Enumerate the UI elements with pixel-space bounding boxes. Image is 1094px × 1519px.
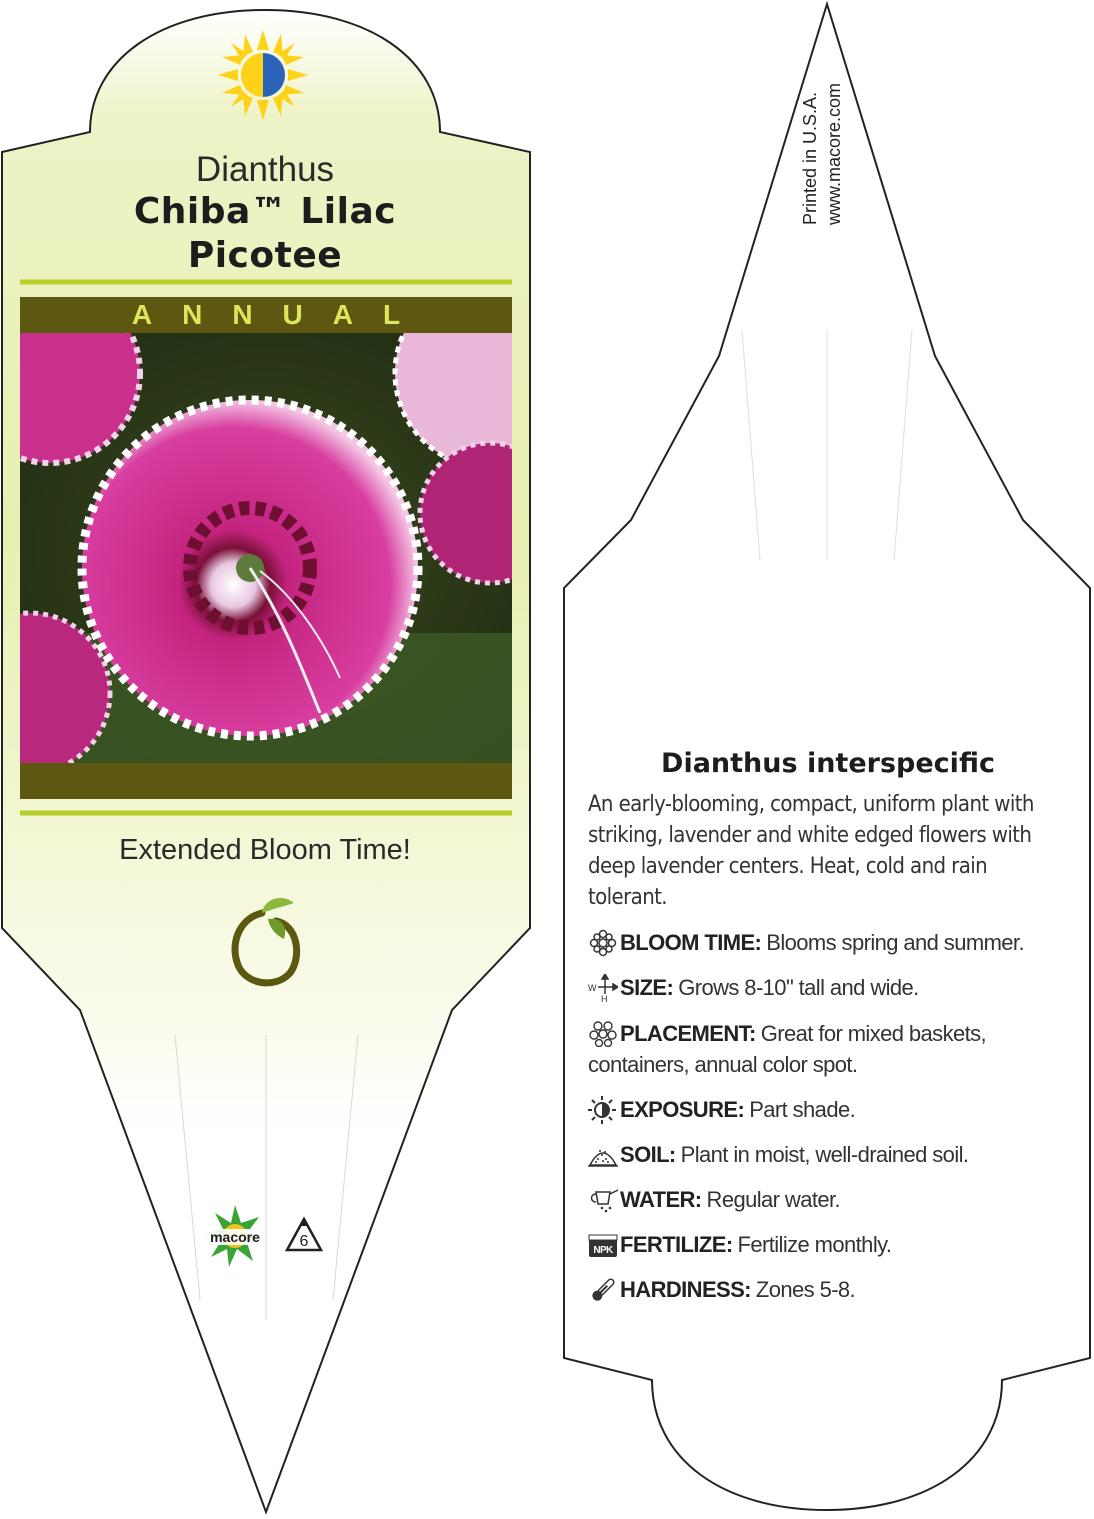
care-text: Fertilize monthly. [737,1232,892,1257]
hardiness-icon [588,1276,620,1304]
care-label: HARDINESS: [620,1277,751,1302]
plant-variety [60,190,470,278]
care-label: BLOOM TIME: [620,930,762,955]
tagline: Extended Bloom Time! [119,834,411,866]
plant-description: An early-blooming, compact, uniform plant with striking, lavender and white edged flowers with deep lavender centers. Heat, cold and rain tolerant. [588,792,1034,910]
website: www.macore.com [824,82,844,225]
care-label: FERTILIZE: [620,1232,733,1257]
variety-line-1: Chiba™ Lilac [133,191,397,232]
care-text: Part shade. [749,1097,856,1122]
sprout-logo-icon [228,895,304,991]
variety-line-2: Picotee [187,235,343,276]
care-row-size [588,972,1058,1003]
water-icon [588,1186,620,1214]
care-row-hardiness [588,1274,1058,1305]
exposure-icon [588,1096,620,1124]
bloom-time-icon [588,929,620,957]
care-label: WATER: [620,1187,702,1212]
scientific-name: Dianthus interspecific [661,748,995,779]
npk-label: NPK [593,1245,613,1256]
care-text: Great for mixed baskets, containers, annual color spot. [588,1021,987,1077]
sun-part-shade-icon [218,30,308,120]
plant-genus: Dianthus [195,150,335,189]
flower-photo [20,333,512,763]
photo-bottom-band [20,763,512,799]
care-text: Grows 8-10" tall and wide. [678,975,919,1000]
care-label: EXPOSURE: [620,1097,745,1122]
care-text: Plant in moist, well-drained soil. [680,1142,969,1167]
care-row-bloom-time [588,927,1058,958]
size-icon-w: W [588,983,596,993]
size-icon [588,974,620,1002]
fertilize-icon [588,1231,620,1259]
care-label: PLACEMENT: [620,1021,756,1046]
soil-icon [588,1141,620,1169]
print-info [798,25,854,225]
care-label: SIZE: [620,975,674,1000]
printed-in: Printed in U.S.A. [800,91,820,225]
size-icon-h: H [601,994,607,1002]
care-row-water [588,1184,1058,1215]
plant-info [588,748,1068,1305]
care-text: Zones 5-8. [755,1277,856,1302]
care-row-placement [588,1017,1058,1080]
macore-logo [205,1205,265,1267]
placement-icon [588,1019,620,1047]
care-label: SOIL: [620,1142,676,1167]
care-row-exposure [588,1094,1058,1125]
category-band: ANNUAL [20,297,512,333]
care-row-fertilize [588,1229,1058,1260]
recycle-icon [284,1216,324,1256]
recycle-number: 6 [299,1233,309,1250]
care-text: Blooms spring and summer. [766,930,1024,955]
care-row-soil [588,1139,1058,1170]
care-text: Regular water. [706,1187,840,1212]
brand-label: macore [210,1229,260,1245]
